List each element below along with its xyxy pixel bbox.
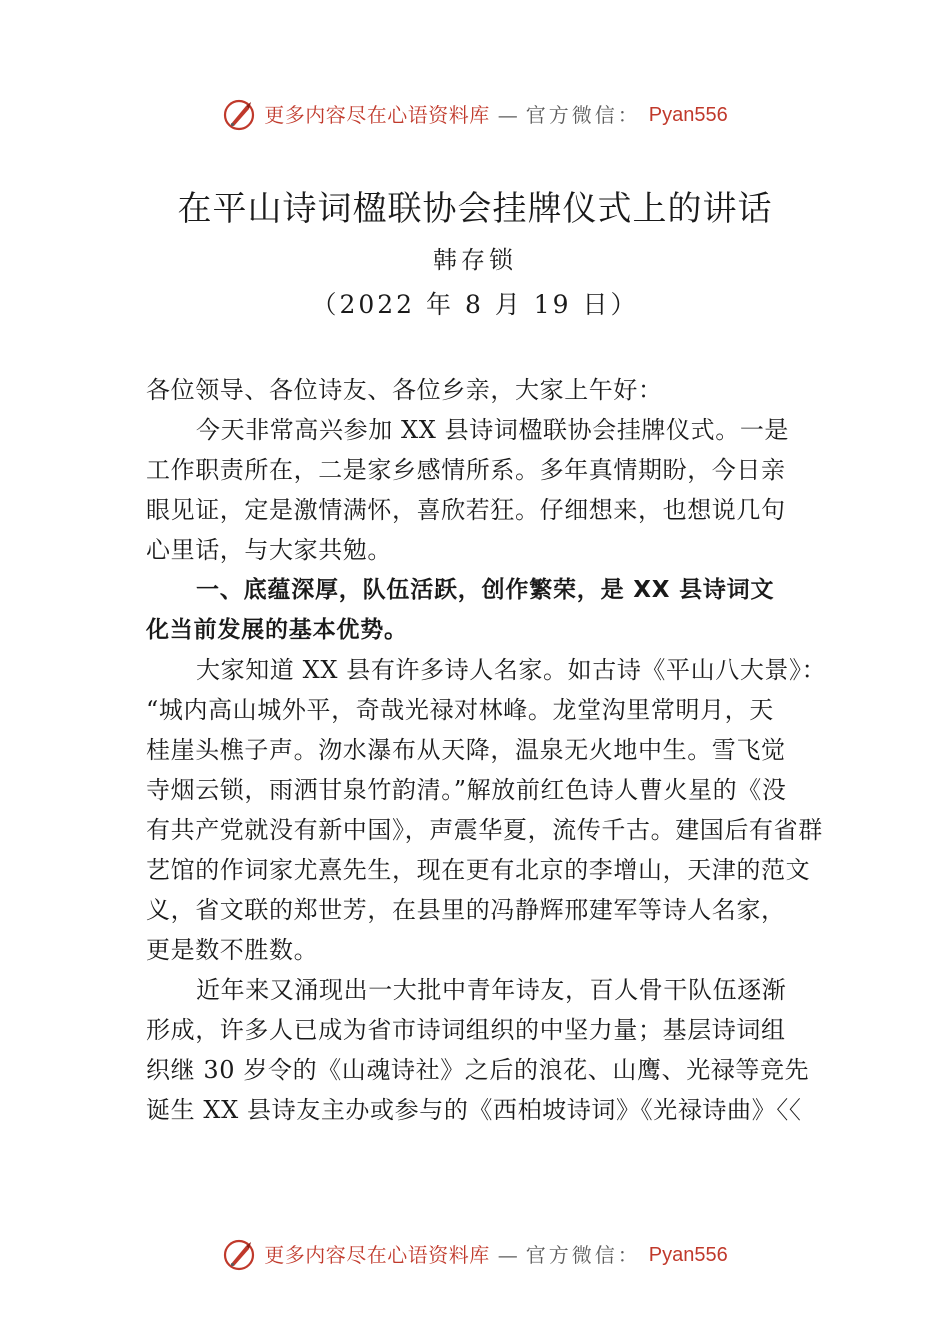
quill-pen-logo-icon bbox=[222, 98, 256, 132]
paragraph-line: 诞生 XX 县诗友主办或参与的《西柏坡诗词》《光禄诗曲》〈〈 bbox=[146, 1096, 802, 1124]
quill-pen-logo-icon bbox=[222, 1238, 256, 1272]
watermark-label: 官方微信： bbox=[525, 1243, 641, 1267]
document-author: 韩存锁 bbox=[433, 246, 517, 274]
paragraph-line: 形成，许多人已成为省市诗词组织的中坚力量；基层诗词组 bbox=[146, 1016, 786, 1044]
paragraph-line: 大家知道 XX 县有许多诗人名家。如古诗《平山八大景》： bbox=[196, 656, 827, 684]
watermark-label: 官方微信： bbox=[525, 103, 641, 127]
watermark-footer bbox=[0, 1238, 950, 1272]
paragraph-line: 有共产党就没有新中国》，声震华夏，流传千古。建国后有省群 bbox=[146, 816, 823, 844]
paragraph-line: 织继 30 岁令的《山魂诗社》之后的浪花、山鹰、光禄等竞先 bbox=[146, 1056, 810, 1084]
salutation-line: 各位领导、各位诗友、各位乡亲，大家上午好： bbox=[146, 376, 663, 404]
document-date: （2022 年 8 月 19 日） bbox=[311, 290, 639, 319]
watermark-separator: — bbox=[497, 103, 518, 127]
paragraph-line: 今天非常高兴参加 XX 县诗词楹联协会挂牌仪式。一是 bbox=[196, 416, 790, 444]
paragraph-line: 眼见证，定是激情满怀，喜欣若狂。仔细想来，也想说几句 bbox=[146, 496, 786, 524]
paragraph-line: 更是数不胜数。 bbox=[146, 936, 319, 964]
section-heading-line: 一、底蕴深厚，队伍活跃，创作繁荣，是 XX 县诗词文 bbox=[196, 577, 775, 603]
watermark-brand: 更多内容尽在心语资料库 bbox=[264, 103, 490, 127]
paragraph-line: 艺馆的作词家尤熹先生，现在更有北京的李增山，天津的范文 bbox=[146, 856, 811, 884]
document-title: 在平山诗词楹联协会挂牌仪式上的讲话 bbox=[177, 189, 773, 229]
paragraph-line: 义，省文联的郑世芳，在县里的冯静辉邢建军等诗人名家， bbox=[146, 896, 786, 924]
watermark-header bbox=[0, 98, 950, 132]
watermark-separator: — bbox=[497, 1243, 518, 1267]
document-body bbox=[146, 370, 827, 1130]
paragraph-line: 桂崖头樵子声。沕水瀑布从天降，温泉无火地中生。雪飞觉 bbox=[146, 736, 786, 764]
paragraph-line: 近年来又涌现出一大批中青年诗友，百人骨干队伍逐渐 bbox=[196, 976, 787, 1004]
watermark-wechat-id: Pyan556 bbox=[648, 1244, 728, 1266]
paragraph-line: 工作职责所在，二是家乡感情所系。多年真情期盼，今日亲 bbox=[146, 456, 786, 484]
paragraph-line: 心里话，与大家共勉。 bbox=[146, 536, 392, 564]
watermark-brand: 更多内容尽在心语资料库 bbox=[264, 1243, 490, 1267]
paragraph-line: 寺烟云锁，雨洒甘泉竹韵清。”解放前红色诗人曹火星的《没 bbox=[146, 776, 787, 804]
section-heading-line: 化当前发展的基本优势。 bbox=[146, 617, 408, 643]
paragraph-line: “城内高山城外平，奇哉光禄对林峰。龙堂沟里常明月，天 bbox=[146, 696, 774, 724]
watermark-wechat-id: Pyan556 bbox=[648, 104, 728, 126]
